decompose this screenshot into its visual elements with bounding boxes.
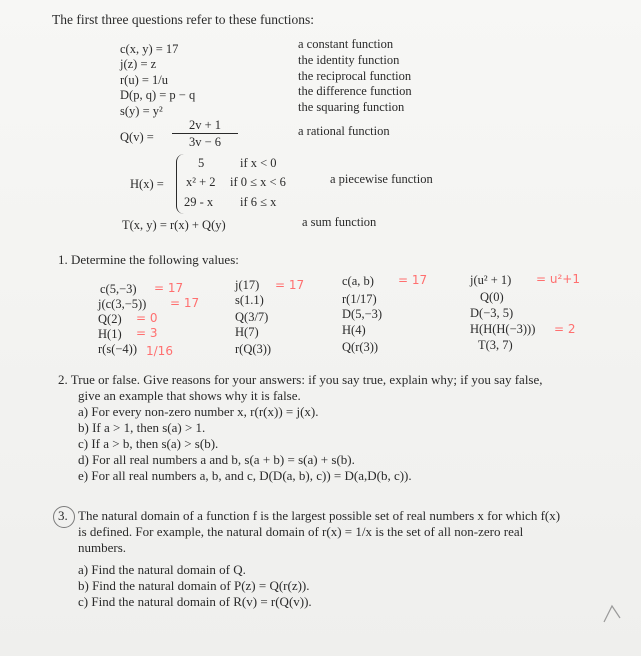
def-s: s(y) = y²: [120, 104, 163, 118]
q1-c1-r2: j(c(3,−5)): [98, 297, 147, 311]
q2-b: b) If a > 1, then s(a) > 1.: [78, 420, 206, 435]
q1-c4-r4: H(H(H(−3))): [470, 322, 536, 336]
def-t: T(x, y) = r(x) + Q(y): [122, 218, 226, 232]
def-h-case3-cond: if 6 ≤ x: [240, 195, 277, 209]
q1-c3-r5: Q(r(3)): [342, 340, 379, 354]
q1-c3-r4: H(4): [342, 323, 366, 337]
def-h-case1-expr: 5: [198, 156, 205, 170]
def-j: j(z) = z: [120, 57, 157, 71]
q2-lead2: give an example that shows why it is false.: [78, 388, 301, 403]
def-c: c(x, y) = 17: [120, 42, 179, 56]
q2-lead: 2. True or false. Give reasons for your answers: if you say true, explain why; if you say false,: [58, 372, 543, 387]
q1-c1-r5: r(s(−4)): [98, 342, 137, 356]
q3-line3: numbers.: [78, 540, 127, 555]
desc-d: the difference function: [298, 84, 412, 98]
hand-answer-ju21: = u²+1: [536, 272, 580, 286]
def-q-numerator: 2v + 1: [188, 118, 222, 132]
q1-title: 1. Determine the following values:: [58, 252, 239, 267]
hand-answer-q2: = 0: [136, 311, 158, 325]
desc-s: the squaring function: [298, 100, 405, 114]
q3-number: 3.: [58, 508, 68, 523]
hand-answer-cab: = 17: [398, 273, 428, 287]
q3-c: c) Find the natural domain of R(v) = r(Q(v)).: [78, 594, 312, 609]
q1-c3-r2: r(1/17): [342, 292, 377, 306]
def-h-case2-expr: x² + 2: [186, 175, 216, 189]
q1-c1-r1: c(5,−3): [100, 282, 137, 296]
q1-c2-r4: H(7): [235, 325, 259, 339]
hand-answer-hhh: = 2: [554, 322, 576, 336]
q1-c1-r4: H(1): [98, 327, 122, 341]
hand-answer-h1: = 3: [136, 326, 158, 340]
desc-h: a piecewise function: [330, 172, 433, 186]
def-q-denominator: 3v − 6: [188, 135, 222, 149]
def-h-case2-cond: if 0 ≤ x < 6: [230, 175, 286, 189]
hand-answer-rs4: 1/16: [146, 344, 173, 358]
desc-c: a constant function: [298, 37, 394, 51]
def-q-lhs: Q(v) =: [120, 130, 154, 144]
def-h-case3-expr: 29 - x: [184, 195, 214, 209]
q1-c4-r2: Q(0): [480, 290, 504, 304]
desc-q: a rational function: [298, 124, 390, 138]
q3-line1: The natural domain of a function f is the largest possible set of real numbers x for which f(x): [78, 508, 561, 523]
desc-j: the identity function: [298, 53, 400, 67]
q3-a: a) Find the natural domain of Q.: [78, 562, 246, 577]
def-r: r(u) = 1/u: [120, 73, 169, 87]
q1-c2-r1: j(17): [235, 278, 260, 292]
def-d: D(p, q) = p − q: [120, 88, 196, 102]
hand-answer-jc35: = 17: [170, 296, 200, 310]
q1-c4-r1: j(u² + 1): [470, 273, 512, 287]
q2-d: d) For all real numbers a and b, s(a + b) = s(a) + s(b).: [78, 452, 355, 467]
pencil-mark-icon: [600, 596, 624, 626]
q1-c3-r3: D(5,−3): [342, 307, 383, 321]
q1-c2-r5: r(Q(3)): [235, 342, 272, 356]
q2-a: a) For every non-zero number x, r(r(x)) = j(x).: [78, 404, 319, 419]
def-h-lhs: H(x) =: [130, 177, 164, 191]
desc-r: the reciprocal function: [298, 69, 412, 83]
q3-line2: is defined. For example, the natural domain of r(x) = 1/x is the set of all non-zero real: [78, 524, 524, 539]
hand-answer-j17: = 17: [275, 278, 305, 292]
q2-e: e) For all real numbers a, b, and c, D(D(a, b), c)) = D(a,D(b, c)).: [78, 468, 412, 483]
q1-c1-r3: Q(2): [98, 312, 122, 326]
q1-c2-r2: s(1.1): [235, 293, 264, 307]
hand-answer-c53: = 17: [154, 281, 184, 295]
fraction-bar: [172, 133, 238, 134]
def-q-fraction: [172, 118, 238, 149]
def-h-case1-cond: if x < 0: [240, 156, 277, 170]
intro-text: The first three questions refer to these functions:: [52, 12, 315, 27]
q1-c4-r5: T(3, 7): [478, 338, 513, 352]
q1-c2-r3: Q(3/7): [235, 310, 269, 324]
q1-c3-r1: c(a, b): [342, 274, 374, 288]
desc-t: a sum function: [302, 215, 377, 229]
q2-c: c) If a > b, then s(a) > s(b).: [78, 436, 219, 451]
q3-b: b) Find the natural domain of P(z) = Q(r(z)).: [78, 578, 310, 593]
q1-c4-r3: D(−3, 5): [470, 306, 514, 320]
